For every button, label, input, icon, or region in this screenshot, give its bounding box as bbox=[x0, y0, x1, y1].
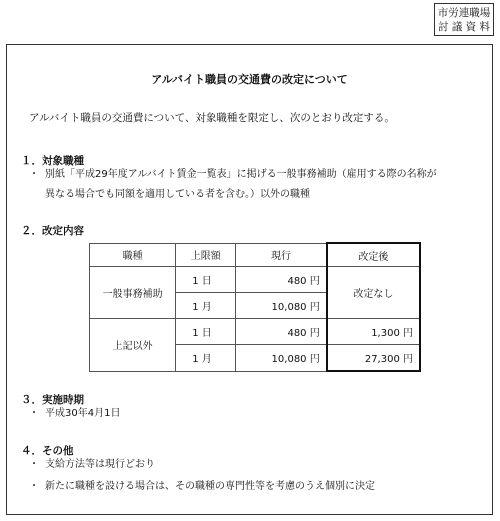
header-limit: 上限額 bbox=[176, 243, 236, 267]
current-cell: 480 円 bbox=[236, 318, 327, 344]
current-cell: 480 円 bbox=[236, 267, 327, 293]
section-1-line-1: 別紙「平成29年度アルバイト賃金一覧表」に掲げる一般事務補助（雇用する際の名称が bbox=[45, 169, 437, 180]
section-1-heading: １．対象職種 bbox=[21, 155, 84, 167]
implementation-date: 平成30年4月1日 bbox=[45, 408, 121, 419]
revised-cell: 1,300 円 bbox=[327, 318, 420, 344]
table-header-row bbox=[90, 243, 421, 267]
section-4-heading: ４．その他 bbox=[21, 445, 74, 457]
section-1-line-2: 異なる場合でも同額を適用している者を含む。）以外の職種 bbox=[45, 189, 310, 200]
stamp-line-1: 市労連職場 bbox=[437, 7, 491, 19]
section-3-bullet bbox=[29, 404, 120, 424]
other-item-2: 新たに職種を設ける場合は、その職種の専門性等を考慮のうえ個別に決定 bbox=[45, 481, 375, 492]
header-job: 職種 bbox=[90, 243, 176, 267]
other-item-1: 支給方法等は現行どおり bbox=[45, 459, 155, 470]
discussion-material-stamp bbox=[434, 3, 494, 36]
table-row bbox=[90, 267, 421, 293]
job-other: 上記以外 bbox=[90, 318, 176, 371]
revised-cell: 27,300 円 bbox=[327, 344, 420, 371]
header-revised: 改定後 bbox=[327, 243, 420, 267]
intro-paragraph: アルバイト職員の交通費について、対象職種を限定し、次のとおり改定する。 bbox=[29, 112, 395, 124]
current-cell: 10,080 円 bbox=[236, 344, 327, 371]
document-frame bbox=[6, 44, 493, 515]
bullet-mark: ・ bbox=[29, 408, 39, 419]
section-3-heading: ３．実施時期 bbox=[21, 394, 84, 406]
limit-cell: 1 日 bbox=[176, 318, 236, 344]
limit-cell: 1 月 bbox=[176, 292, 236, 318]
bullet-mark: ・ bbox=[29, 459, 39, 470]
table-row bbox=[90, 318, 421, 344]
section-4-bullet-2 bbox=[29, 477, 375, 497]
bullet-mark: ・ bbox=[29, 481, 39, 492]
allowance-table bbox=[89, 242, 421, 372]
header-current: 現行 bbox=[236, 243, 327, 267]
document-title: アルバイト職員の交通費の改定について bbox=[151, 73, 348, 86]
limit-cell: 1 日 bbox=[176, 267, 236, 293]
section-1-bullet bbox=[29, 165, 437, 205]
revised-cell-no-change: 改定なし bbox=[327, 267, 420, 319]
current-cell: 10,080 円 bbox=[236, 292, 327, 318]
job-general-clerical: 一般事務補助 bbox=[90, 267, 176, 319]
limit-cell: 1 月 bbox=[176, 344, 236, 371]
section-2-heading: ２．改定内容 bbox=[21, 225, 84, 237]
stamp-line-2: 討 議 資 料 bbox=[437, 21, 490, 33]
bullet-mark: ・ bbox=[29, 169, 39, 180]
section-4-bullet-1 bbox=[29, 455, 155, 475]
